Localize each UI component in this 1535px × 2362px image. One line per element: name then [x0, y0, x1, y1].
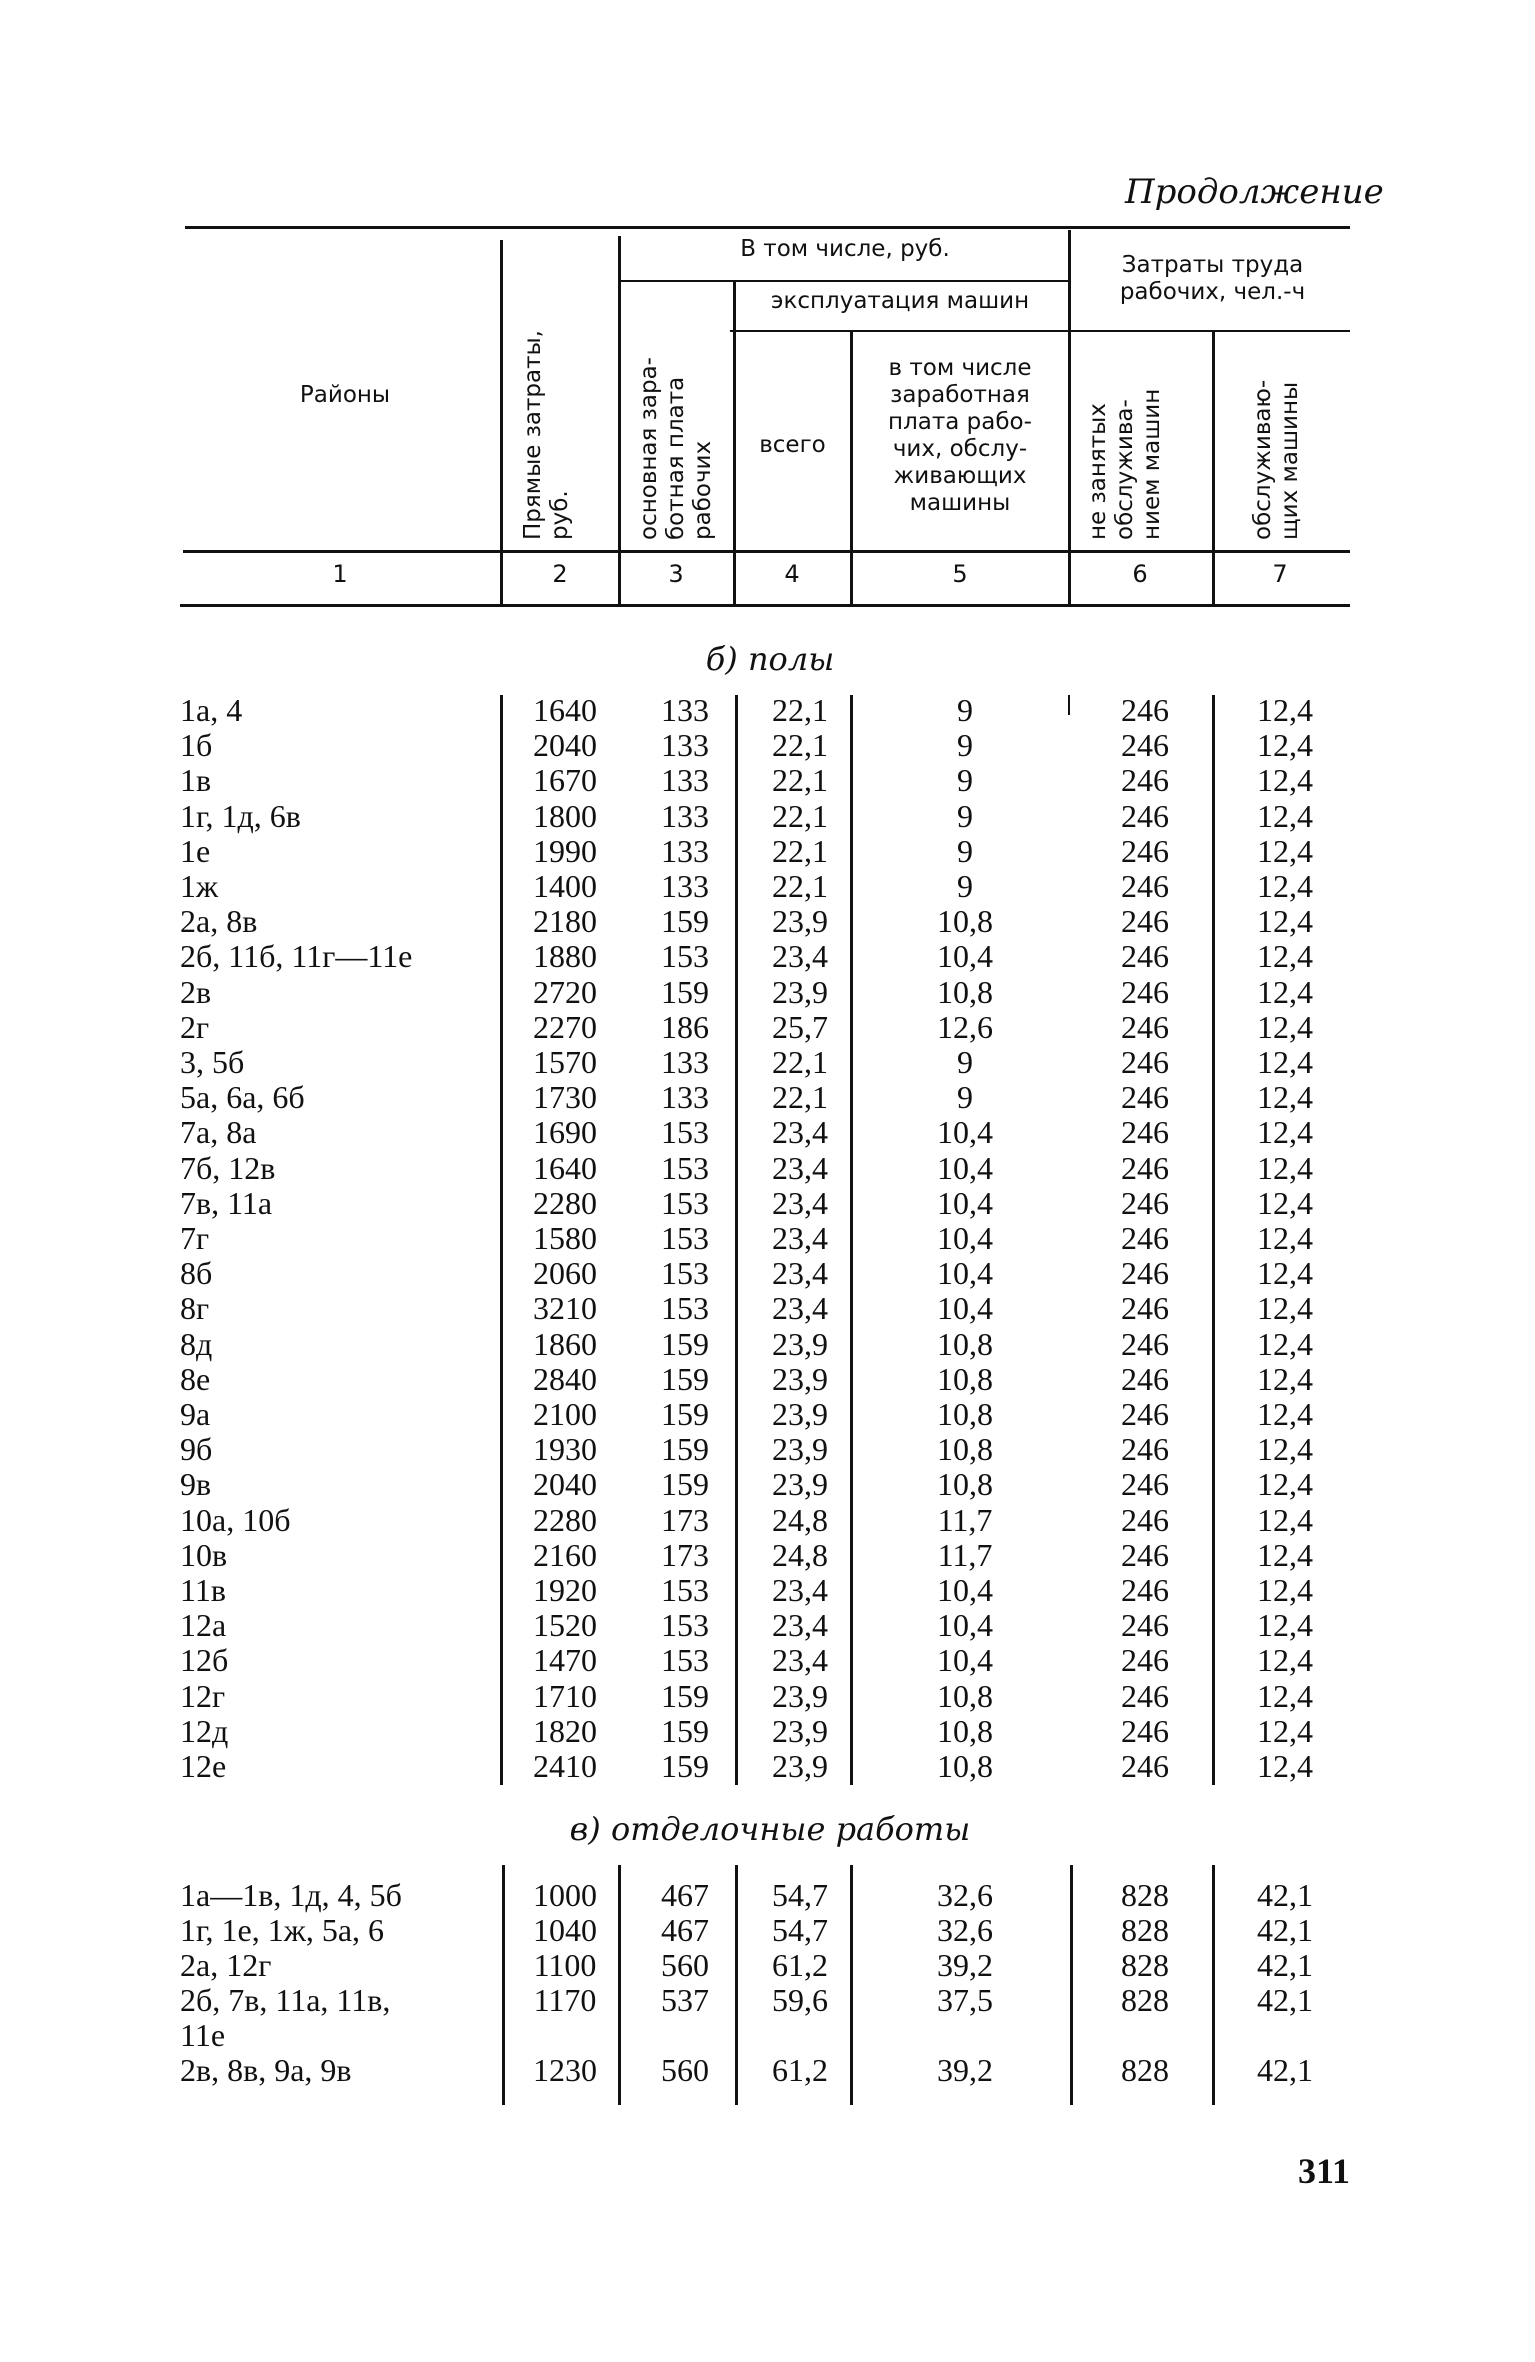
value-cell: 11,7	[937, 1501, 993, 1538]
value-cell: 246	[1121, 1290, 1169, 1327]
value-cell: 1690	[533, 1114, 597, 1151]
value-cell: 159	[661, 1360, 709, 1397]
value-cell: 9	[957, 868, 973, 904]
value-cell: 1570	[533, 1044, 597, 1080]
value-cell: 246	[1121, 1677, 1169, 1714]
header-vline-4	[850, 332, 853, 606]
value-cell: 1920	[533, 1572, 597, 1608]
value-cell: 133	[661, 692, 709, 728]
column-number: 4	[784, 560, 800, 588]
value-cell: 23,4	[772, 1607, 828, 1644]
value-cell: 23,4	[772, 1290, 828, 1327]
value-cell: 42,1	[1257, 1912, 1313, 1948]
value-cell: 10,4	[937, 1290, 993, 1327]
district-cell: 1е	[180, 832, 211, 869]
labor-sub-rule	[1070, 330, 1350, 332]
header-bottom-rule	[183, 550, 1350, 553]
value-cell: 12,4	[1257, 973, 1313, 1010]
value-cell: 153	[661, 938, 709, 975]
header-servicing: обслуживаю-щих машины	[1250, 379, 1303, 540]
value-cell: 10,4	[937, 1114, 993, 1151]
value-cell: 467	[661, 1912, 709, 1948]
value-cell: 22,1	[772, 692, 828, 728]
table-top-rule	[185, 226, 1350, 229]
value-cell: 39,2	[937, 2052, 993, 2088]
value-cell: 133	[661, 832, 709, 869]
value-cell: 2270	[533, 1008, 597, 1045]
value-cell: 133	[661, 1044, 709, 1080]
value-cell: 12,4	[1257, 1536, 1313, 1573]
value-cell: 2160	[533, 1536, 597, 1573]
value-cell: 2720	[533, 973, 597, 1010]
value-cell: 23,4	[772, 1642, 828, 1679]
value-cell: 32,6	[937, 1877, 993, 1913]
value-cell: 246	[1121, 1396, 1169, 1432]
value-cell: 54,7	[772, 1877, 828, 1913]
value-cell: 22,1	[772, 832, 828, 869]
value-cell: 153	[661, 1642, 709, 1679]
district-cell: 8д	[180, 1325, 213, 1362]
value-cell: 25,7	[772, 1008, 828, 1045]
value-cell: 153	[661, 1290, 709, 1327]
value-cell: 1820	[533, 1712, 597, 1749]
value-cell: 560	[661, 2052, 709, 2088]
value-cell: 59,6	[772, 1982, 828, 2018]
header-districts: Районы	[299, 382, 391, 408]
value-cell: 1000	[533, 1877, 597, 1913]
value-cell: 24,8	[772, 1501, 828, 1538]
header-vline-3	[733, 282, 736, 606]
value-cell: 12,4	[1257, 1044, 1313, 1080]
column-number: 3	[668, 560, 684, 588]
value-cell: 12,4	[1257, 762, 1313, 799]
value-cell: 1170	[533, 1982, 597, 2018]
value-cell: 133	[661, 762, 709, 799]
value-cell: 1990	[533, 832, 597, 869]
value-cell: 1710	[533, 1677, 597, 1714]
district-cell: 9в	[180, 1466, 212, 1503]
value-cell: 10,8	[937, 1712, 993, 1749]
value-cell: 23,4	[772, 1184, 828, 1221]
value-cell: 9	[957, 727, 973, 764]
value-cell: 173	[661, 1501, 709, 1538]
value-cell: 23,9	[772, 1325, 828, 1362]
including-sub-rule	[620, 280, 1070, 282]
district-cell: 8г	[180, 1290, 210, 1327]
value-cell: 23,4	[772, 1255, 828, 1292]
value-cell: 22,1	[772, 797, 828, 834]
district-cell: 11в	[180, 1572, 226, 1608]
header-machines: эксплуатация машин	[770, 288, 1030, 314]
value-cell: 12,4	[1257, 868, 1313, 904]
column-number: 5	[952, 560, 968, 588]
value-cell: 133	[661, 868, 709, 904]
value-cell: 12,4	[1257, 1184, 1313, 1221]
value-cell: 1640	[533, 692, 597, 728]
district-cell-continued: 11е	[180, 2017, 226, 2053]
value-cell: 61,2	[772, 2052, 828, 2088]
district-cell: 1г, 1е, 1ж, 5а, 6	[180, 1912, 385, 1948]
value-cell: 11,7	[937, 1536, 993, 1573]
value-cell: 246	[1121, 1255, 1169, 1292]
value-cell: 12,4	[1257, 1220, 1313, 1256]
value-cell: 173	[661, 1536, 709, 1573]
value-cell: 23,9	[772, 1748, 828, 1784]
district-cell: 10в	[180, 1536, 228, 1573]
district-cell: 8б	[180, 1255, 213, 1292]
value-cell: 246	[1121, 1466, 1169, 1503]
value-cell: 246	[1121, 1748, 1169, 1784]
district-cell: 1б	[180, 727, 213, 764]
value-cell: 10,8	[937, 973, 993, 1010]
value-cell: 133	[661, 797, 709, 834]
value-cell: 153	[661, 1607, 709, 1644]
value-cell: 828	[1121, 1912, 1169, 1948]
value-cell: 3210	[533, 1290, 597, 1327]
value-cell: 12,4	[1257, 832, 1313, 869]
body-vline-5	[1212, 695, 1215, 1785]
district-cell: 2а, 8в	[180, 903, 258, 940]
value-cell: 9	[957, 797, 973, 834]
column-number: 6	[1132, 560, 1148, 588]
value-cell: 2410	[533, 1748, 597, 1784]
value-cell: 159	[661, 1712, 709, 1749]
value-cell: 12,4	[1257, 903, 1313, 940]
value-cell: 246	[1121, 1220, 1169, 1256]
value-cell: 10,8	[937, 1748, 993, 1784]
value-cell: 159	[661, 1431, 709, 1468]
value-cell: 22,1	[772, 1079, 828, 1116]
value-cell: 246	[1121, 1501, 1169, 1538]
value-cell: 2100	[533, 1396, 597, 1432]
value-cell: 153	[661, 1114, 709, 1151]
value-cell: 1520	[533, 1607, 597, 1644]
value-cell: 1580	[533, 1220, 597, 1256]
value-cell: 12,4	[1257, 1325, 1313, 1362]
value-cell: 12,4	[1257, 1396, 1313, 1432]
value-cell: 12,4	[1257, 1431, 1313, 1468]
value-cell: 23,4	[772, 1220, 828, 1256]
district-cell: 2б, 7в, 11а, 11в,	[180, 1982, 391, 2018]
value-cell: 246	[1121, 1114, 1169, 1151]
value-cell: 22,1	[772, 727, 828, 764]
column-number: 2	[552, 560, 568, 588]
value-cell: 23,9	[772, 1712, 828, 1749]
header-vline-5	[1068, 230, 1071, 606]
value-cell: 23,9	[772, 903, 828, 940]
district-cell: 5а, 6а, 6б	[180, 1079, 305, 1116]
section-title-finishing: в) отделочные работы	[569, 1810, 971, 1848]
value-cell: 23,4	[772, 1149, 828, 1186]
value-cell: 246	[1121, 1184, 1169, 1221]
value-cell: 246	[1121, 1712, 1169, 1749]
district-cell: 2в, 8в, 9а, 9в	[180, 2052, 352, 2088]
page-number: 311	[1297, 2151, 1350, 2191]
value-cell: 23,9	[772, 1431, 828, 1468]
value-cell: 12,4	[1257, 1466, 1313, 1503]
value-cell: 537	[661, 1982, 709, 2018]
value-cell: 246	[1121, 1607, 1169, 1644]
value-cell: 153	[661, 1255, 709, 1292]
value-cell: 246	[1121, 1325, 1169, 1362]
value-cell: 12,4	[1257, 1114, 1313, 1151]
district-cell: 2в	[180, 973, 212, 1010]
value-cell: 246	[1121, 903, 1169, 940]
value-cell: 153	[661, 1184, 709, 1221]
value-cell: 42,1	[1257, 1947, 1313, 1983]
value-cell: 12,4	[1257, 1079, 1313, 1116]
value-cell: 2040	[533, 1466, 597, 1503]
value-cell: 12,4	[1257, 1255, 1313, 1292]
value-cell: 23,9	[772, 1466, 828, 1503]
value-cell: 246	[1121, 1360, 1169, 1397]
district-cell: 10а, 10б	[180, 1501, 291, 1538]
value-cell: 159	[661, 903, 709, 940]
value-cell: 828	[1121, 1877, 1169, 1913]
body-vline-4	[1068, 695, 1070, 715]
value-cell: 2180	[533, 903, 597, 940]
value-cell: 159	[661, 1325, 709, 1362]
district-cell: 7б, 12в	[180, 1149, 276, 1186]
value-cell: 133	[661, 1079, 709, 1116]
value-cell: 246	[1121, 973, 1169, 1010]
value-cell: 9	[957, 762, 973, 799]
value-cell: 246	[1121, 1536, 1169, 1573]
value-cell: 186	[661, 1008, 709, 1045]
district-cell: 2б, 11б, 11г—11е	[180, 938, 413, 975]
value-cell: 1400	[533, 868, 597, 904]
value-cell: 560	[661, 1947, 709, 1983]
colnum-bottom-rule	[180, 604, 1350, 607]
value-cell: 12,4	[1257, 1677, 1313, 1714]
header-total: всего	[759, 432, 826, 458]
value-cell: 42,1	[1257, 1877, 1313, 1913]
district-cell: 7г	[180, 1220, 210, 1256]
header-vline-6	[1212, 332, 1215, 606]
value-cell: 246	[1121, 1044, 1169, 1080]
value-cell: 246	[1121, 938, 1169, 975]
body-vline-1	[500, 695, 503, 1785]
district-cell: 12е	[180, 1748, 227, 1784]
value-cell: 32,6	[937, 1912, 993, 1948]
value-cell: 54,7	[772, 1912, 828, 1948]
value-cell: 10,4	[937, 1149, 993, 1186]
value-cell: 12,4	[1257, 1642, 1313, 1679]
body-vline-6b	[1212, 1865, 1215, 2105]
value-cell: 23,9	[772, 1360, 828, 1397]
value-cell: 246	[1121, 1431, 1169, 1468]
value-cell: 10,4	[937, 1220, 993, 1256]
value-cell: 1230	[533, 2052, 597, 2088]
value-cell: 1730	[533, 1079, 597, 1116]
value-cell: 23,4	[772, 1572, 828, 1608]
value-cell: 23,9	[772, 973, 828, 1010]
district-cell: 3, 5б	[180, 1044, 245, 1080]
value-cell: 23,4	[772, 938, 828, 975]
header-machine-wage: в том числе заработная плата рабо-чих, обслу-живающих машины	[888, 355, 1032, 516]
value-cell: 246	[1121, 727, 1169, 764]
value-cell: 10,4	[937, 1607, 993, 1644]
value-cell: 10,4	[937, 1572, 993, 1608]
value-cell: 42,1	[1257, 2052, 1313, 2088]
header-direct-costs: Прямые затраты, руб.	[520, 330, 573, 540]
value-cell: 12,4	[1257, 1149, 1313, 1186]
value-cell: 1860	[533, 1325, 597, 1362]
value-cell: 12,4	[1257, 1712, 1313, 1749]
value-cell: 1470	[533, 1642, 597, 1679]
value-cell: 10,8	[937, 903, 993, 940]
body-vline-5b	[1070, 1865, 1073, 2105]
value-cell: 9	[957, 692, 973, 728]
value-cell: 246	[1121, 692, 1169, 728]
value-cell: 22,1	[772, 1044, 828, 1080]
machines-sub-rule	[730, 330, 1070, 332]
value-cell: 1930	[533, 1431, 597, 1468]
value-cell: 159	[661, 1748, 709, 1784]
value-cell: 9	[957, 1079, 973, 1116]
value-cell: 23,9	[772, 1677, 828, 1714]
header-labor: Затраты труда рабочих, чел.-ч	[1119, 252, 1306, 305]
district-cell: 7в, 11а	[180, 1184, 273, 1221]
value-cell: 10,4	[937, 1184, 993, 1221]
district-cell: 12д	[180, 1712, 229, 1749]
value-cell: 2840	[533, 1360, 597, 1397]
district-cell: 12а	[180, 1607, 227, 1644]
value-cell: 246	[1121, 1572, 1169, 1608]
column-number: 1	[332, 560, 348, 588]
district-cell: 12г	[180, 1677, 226, 1714]
body-vline-2	[735, 695, 738, 1785]
district-cell: 1ж	[180, 868, 219, 904]
value-cell: 153	[661, 1572, 709, 1608]
value-cell: 246	[1121, 1079, 1169, 1116]
district-cell: 9б	[180, 1431, 213, 1468]
value-cell: 1640	[533, 1149, 597, 1186]
value-cell: 12,4	[1257, 1572, 1313, 1608]
value-cell: 12,4	[1257, 1501, 1313, 1538]
value-cell: 828	[1121, 1982, 1169, 2018]
value-cell: 10,4	[937, 938, 993, 975]
header-vline-2	[618, 236, 621, 606]
value-cell: 23,9	[772, 1396, 828, 1432]
value-cell: 12,4	[1257, 938, 1313, 975]
value-cell: 246	[1121, 797, 1169, 834]
value-cell: 42,1	[1257, 1982, 1313, 2018]
value-cell: 12,4	[1257, 1607, 1313, 1644]
value-cell: 12,4	[1257, 797, 1313, 834]
value-cell: 467	[661, 1877, 709, 1913]
value-cell: 10,8	[937, 1677, 993, 1714]
header-including: В том числе, руб.	[740, 236, 950, 262]
value-cell: 2060	[533, 1255, 597, 1292]
value-cell: 10,8	[937, 1466, 993, 1503]
body-vline-1b	[502, 1865, 505, 2105]
value-cell: 159	[661, 1396, 709, 1432]
value-cell: 2040	[533, 727, 597, 764]
value-cell: 153	[661, 1220, 709, 1256]
value-cell: 10,8	[937, 1431, 993, 1468]
value-cell: 828	[1121, 1947, 1169, 1983]
district-cell: 2г	[180, 1008, 210, 1045]
value-cell: 2280	[533, 1184, 597, 1221]
value-cell: 2280	[533, 1501, 597, 1538]
value-cell: 246	[1121, 1149, 1169, 1186]
value-cell: 10,8	[937, 1396, 993, 1432]
value-cell: 61,2	[772, 1947, 828, 1983]
value-cell: 246	[1121, 868, 1169, 904]
value-cell: 12,4	[1257, 1290, 1313, 1327]
value-cell: 37,5	[937, 1982, 993, 2018]
header-base-wage: основная зара-ботная плата рабочих	[636, 357, 716, 540]
value-cell: 12,4	[1257, 1748, 1313, 1784]
value-cell: 159	[661, 973, 709, 1010]
value-cell: 10,8	[937, 1360, 993, 1397]
value-cell: 159	[661, 1466, 709, 1503]
value-cell: 10,4	[937, 1642, 993, 1679]
value-cell: 22,1	[772, 762, 828, 799]
value-cell: 246	[1121, 762, 1169, 799]
district-cell: 8е	[180, 1360, 211, 1397]
value-cell: 12,6	[937, 1008, 993, 1045]
body-vline-2b	[618, 1865, 621, 2105]
value-cell: 12,4	[1257, 1360, 1313, 1397]
value-cell: 12,4	[1257, 1008, 1313, 1045]
section-title-floors: б) полы	[705, 640, 835, 678]
value-cell: 159	[661, 1677, 709, 1714]
district-cell: 7а, 8а	[180, 1114, 257, 1151]
value-cell: 1670	[533, 762, 597, 799]
value-cell: 1100	[533, 1947, 597, 1983]
value-cell: 133	[661, 727, 709, 764]
value-cell: 828	[1121, 2052, 1169, 2088]
header-not-engaged: не занятых обслужива-нием машин	[1085, 388, 1165, 540]
value-cell: 9	[957, 832, 973, 869]
value-cell: 246	[1121, 1642, 1169, 1679]
column-number: 7	[1272, 560, 1288, 588]
continuation-label: Продолжение	[1125, 172, 1384, 212]
value-cell: 10,4	[937, 1255, 993, 1292]
value-cell: 12,4	[1257, 727, 1313, 764]
district-cell: 12б	[180, 1642, 229, 1679]
value-cell: 39,2	[937, 1947, 993, 1983]
body-vline-3b	[735, 1865, 738, 2105]
district-cell: 1а, 4	[180, 692, 243, 728]
district-cell: 1а—1в, 1д, 4, 5б	[180, 1877, 402, 1913]
value-cell: 12,4	[1257, 692, 1313, 728]
value-cell: 10,8	[937, 1325, 993, 1362]
value-cell: 246	[1121, 832, 1169, 869]
district-cell: 2а, 12г	[180, 1947, 272, 1983]
value-cell: 1880	[533, 938, 597, 975]
value-cell: 153	[661, 1149, 709, 1186]
value-cell: 1800	[533, 797, 597, 834]
value-cell: 246	[1121, 1008, 1169, 1045]
value-cell: 23,4	[772, 1114, 828, 1151]
district-cell: 1в	[180, 762, 212, 799]
value-cell: 9	[957, 1044, 973, 1080]
district-cell: 9а	[180, 1396, 211, 1432]
value-cell: 24,8	[772, 1536, 828, 1573]
value-cell: 1040	[533, 1912, 597, 1948]
district-cell: 1г, 1д, 6в	[180, 797, 301, 834]
value-cell: 22,1	[772, 868, 828, 904]
header-vline-1	[500, 240, 503, 605]
